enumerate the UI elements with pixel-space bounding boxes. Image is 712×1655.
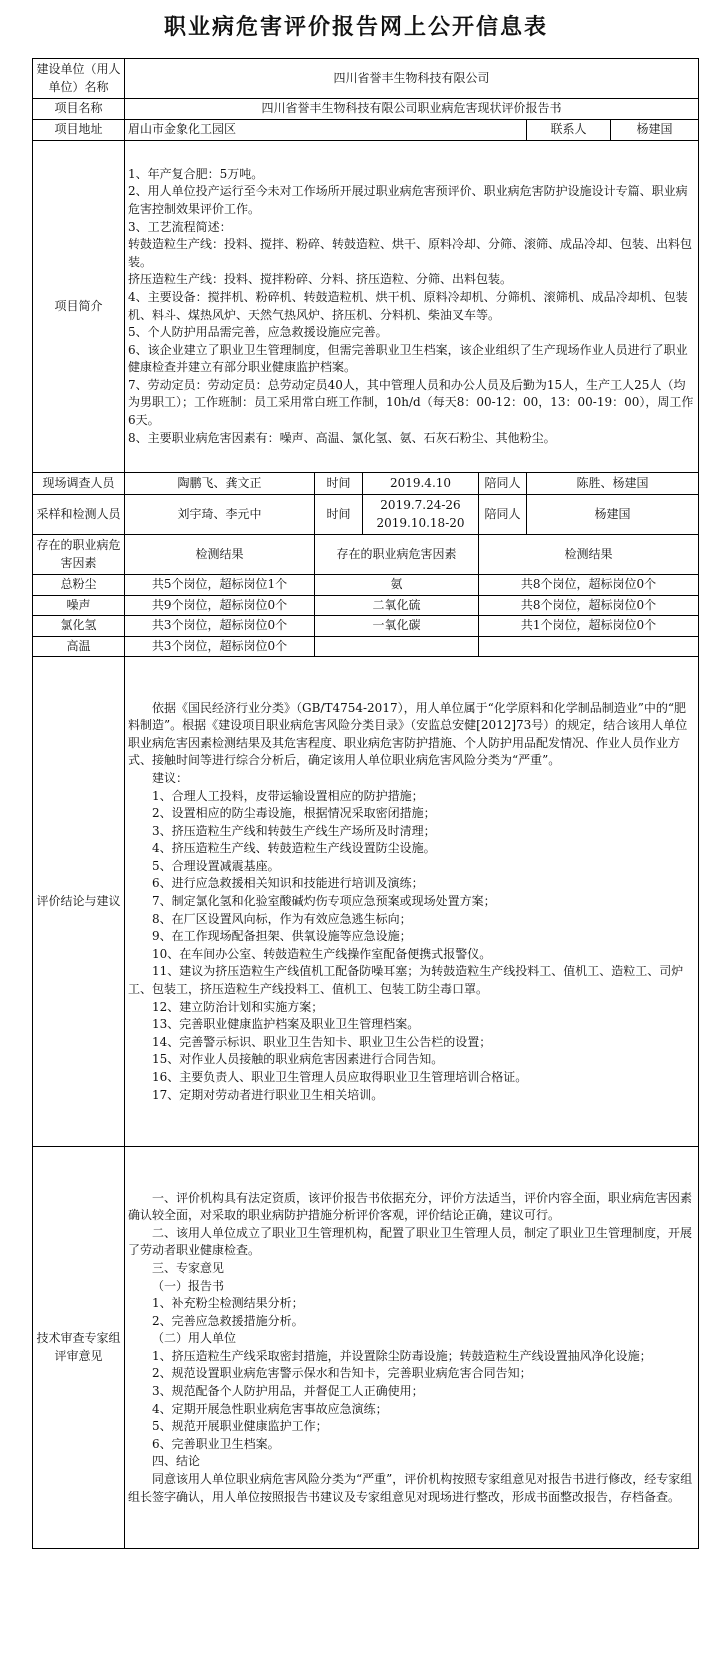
suggestion-item: 12、建立防治计划和实施方案； (152, 999, 324, 1014)
intro-content (125, 141, 699, 473)
conclusion-row (33, 657, 699, 1147)
suggestion-item: 3、挤压造粒生产线和转鼓生产线生产场所及时清理； (152, 823, 436, 838)
sampling-label: 采样和检测人员 (33, 495, 125, 535)
sampling-time-label: 时间 (315, 495, 363, 535)
suggestion-item: 5、合理设置减震基座。 (152, 858, 280, 873)
review-item: 1、补充粉尘检测结果分析； (152, 1296, 304, 1311)
hazard-row (33, 636, 699, 657)
intro-line: 5、个人防护用品需完善，应急救援设施应完善。 (128, 325, 388, 340)
hazard-result: 共3个岗位，超标岗位0个 (125, 636, 315, 657)
project-label: 项目名称 (33, 99, 125, 120)
review-item: 4、定期开展急性职业病危害事故应急演练； (152, 1401, 388, 1416)
suggestion-item: 13、完善职业健康监护档案及职业卫生管理档案。 (152, 1017, 420, 1032)
suggestion-item: 17、定期对劳动者进行职业卫生相关培训。 (152, 1087, 384, 1102)
hazard-factor: 噪声 (33, 595, 125, 616)
review-item: 3、规范配备个人防护用品，并督促工人正确使用； (152, 1384, 424, 1399)
review-section-title: 四、结论 (152, 1454, 201, 1469)
sampling-acc-label: 陪同人 (479, 495, 527, 535)
suggestion-item: 10、在车间办公室、转鼓造粒生产线操作室配备便携式报警仪。 (152, 946, 492, 961)
suggestion-item: 2、设置相应的防尘毒设施，根据情况采取密闭措施； (152, 806, 436, 821)
suggestion-item: 1、合理人工投料，皮带运输设置相应的防护措施； (152, 788, 424, 803)
hazard-result: 共5个岗位，超标岗位1个 (125, 575, 315, 596)
hazard-result: 共3个岗位，超标岗位0个 (125, 616, 315, 637)
intro-line: 转鼓造粒生产线：投料、搅拌、粉碎、转鼓造粒、烘干、原料冷却、分筛、滚筛、成品冷却、包装、出料包装。 (128, 237, 693, 269)
survey-row (33, 473, 699, 495)
address-label: 项目地址 (33, 120, 125, 141)
empty-cell (315, 636, 479, 657)
intro-line: 2、用人单位投产运行至今未对工作场所开展过职业病危害预评价、职业病危害防护设施设计专篇、职业病危害控制效果评价工作。 (128, 184, 688, 216)
intro-line: 3、工艺流程简述： (128, 219, 232, 234)
review-item: 6、完善职业卫生档案。 (152, 1436, 280, 1451)
hazard-col4-header: 检测结果 (479, 535, 699, 575)
intro-line: 4、主要设备：搅拌机、粉碎机、转鼓造粒机、烘干机、原料冷却机、分筛机、滚筛机、成品冷却机、包装机、料斗、煤热风炉、天然气热风炉、挤压机、分料机、柴油叉车等。 (128, 289, 688, 322)
hazard-factor: 总粉尘 (33, 575, 125, 596)
page-title: 职业病危害评价报告网上公开信息表 (163, 14, 548, 40)
unit-label: 建设单位（用人单位）名称 (33, 59, 125, 99)
review-item: 1、挤压造粒生产线采取密封措施，并设置除尘防毒设施；转鼓造粒生产线设置抽风净化设施； (152, 1348, 652, 1363)
conclusion-paragraph: 依据《国民经济行业分类》（GB/T4754-2017），用人单位属于“化学原料和化学制品制造业”中的“肥料制造”。根据《建设项目职业病危害风险分类目录》（安监总安健[2012]73号）的规定，结合该用人单位职业病危害因素检测结果及其危害程度、职业病危害防护措施、个人防护用品配发情况、作业人员作业方式、接触时间等进行综合分析后，确定该用人单位职业病危害风险分类为“严重”。 (128, 700, 688, 768)
suggestion-item: 8、在厂区设置风向标，作为有效应急逃生标向； (152, 911, 412, 926)
sampling-row (33, 495, 699, 535)
suggestion-item: 16、主要负责人、职业卫生管理人员应取得职业卫生管理培训合格证。 (152, 1070, 528, 1085)
hazard-factor: 氨 (315, 575, 479, 596)
intro-line: 1、年产复合肥：5万吨。 (128, 166, 264, 181)
intro-line: 挤压造粒生产线：投料、搅拌粉碎、分料、挤压造粒、分筛、出料包装。 (128, 272, 513, 287)
intro-row (33, 141, 699, 473)
hazard-result: 共8个岗位，超标岗位0个 (479, 595, 699, 616)
intro-line: 6、该企业建立了职业卫生管理制度，但需完善职业卫生档案，该企业组织了生产现场作业人员进行了职业健康检查并建立有部分职业健康监护档案。 (128, 342, 688, 375)
hazard-header-row (33, 535, 699, 575)
intro-label: 项目简介 (33, 141, 125, 473)
project-value: 四川省誉丰生物科技有限公司职业病危害现状评价报告书 (125, 99, 699, 120)
suggestion-item: 11、建议为挤压造粒生产线值机工配备防噪耳塞；为转鼓造粒生产线投料工、值机工、造粒工、司炉工、包装工，挤压造粒生产线投料工、值机工、包装工防尘毒口罩。 (128, 964, 684, 997)
review-paragraph: 一、评价机构具有法定资质，该评价报告书依据充分，评价方法适当，评价内容全面，职业病危害因素确认较全面，对采取的职业病防护措施分析评价客观，评价结论正确，建议可行。 (128, 1190, 693, 1223)
hazard-row (33, 595, 699, 616)
hazard-row (33, 616, 699, 637)
address-row (33, 120, 699, 141)
hazard-factor: 一氧化碳 (315, 616, 479, 637)
address-value: 眉山市金象化工园区 (125, 120, 527, 141)
survey-time-value: 2019.4.10 (363, 473, 479, 495)
hazard-factor: 氯化氢 (33, 616, 125, 637)
review-item: 2、规范设置职业病危害警示保水和告知卡，完善职业病危害合同告知； (152, 1366, 532, 1381)
survey-value: 陶鹏飞、龚文正 (125, 473, 315, 495)
hazard-result: 共1个岗位，超标岗位0个 (479, 616, 699, 637)
unit-row (33, 59, 699, 99)
survey-acc-label: 陪同人 (479, 473, 527, 495)
contact-label: 联系人 (527, 120, 611, 141)
review-label: 技术审查专家组评审意见 (33, 1147, 125, 1549)
suggestion-item: 7、制定氯化氢和化验室酸碱灼伤专项应急预案或现场处置方案； (152, 894, 496, 909)
suggestion-item: 14、完善警示标识、职业卫生告知卡、职业卫生公告栏的设置； (152, 1034, 492, 1049)
intro-line: 8、主要职业病危害因素有：噪声、高温、氯化氢、氨、石灰石粉尘、其他粉尘。 (128, 430, 556, 445)
review-row (33, 1147, 699, 1549)
review-subsection-title: （一）报告书 (152, 1278, 225, 1293)
survey-label: 现场调查人员 (33, 473, 125, 495)
survey-time-label: 时间 (315, 473, 363, 495)
sampling-time-line: 2019.7.24-26 (380, 497, 461, 512)
suggestion-item: 6、进行应急救援相关知识和技能进行培训及演练； (152, 876, 424, 891)
info-table (32, 58, 699, 1549)
project-row (33, 99, 699, 120)
hazard-result: 共9个岗位，超标岗位0个 (125, 595, 315, 616)
hazard-row (33, 575, 699, 596)
survey-acc-value: 陈胜、杨建国 (527, 473, 699, 495)
review-content (125, 1147, 699, 1549)
review-section-title: 三、专家意见 (152, 1260, 225, 1275)
hazard-result: 共8个岗位，超标岗位0个 (479, 575, 699, 596)
empty-cell (479, 636, 699, 657)
hazard-col1-header: 存在的职业病危害因素 (33, 535, 125, 575)
conclusion-content (125, 657, 699, 1147)
suggestion-item: 9、在工作现场配备担架、供氧设施等应急设施； (152, 929, 412, 944)
suggestion-title: 建议： (152, 770, 189, 785)
contact-value: 杨建国 (611, 120, 699, 141)
review-subsection-title: （二）用人单位 (152, 1331, 237, 1346)
review-final-paragraph: 同意该用人单位职业病危害风险分类为“严重”，评价机构按照专家组意见对报告书进行修改，经专家组组长签字确认，用人单位按照报告书建议及专家组意见对现场进行整改，形成书面整改报告，存档备查。 (128, 1472, 693, 1504)
sampling-time-value (363, 495, 479, 535)
suggestion-item: 15、对作业人员接触的职业病危害因素进行合同告知。 (152, 1052, 444, 1067)
hazard-factor: 二氧化硫 (315, 595, 479, 616)
sampling-time-line: 2019.10.18-20 (376, 515, 465, 530)
sampling-value: 刘宇琦、李元中 (125, 495, 315, 535)
review-item: 2、完善应急救援措施分析。 (152, 1313, 304, 1328)
suggestion-item: 4、挤压造粒生产线、转鼓造粒生产线设置防尘设施。 (152, 841, 436, 856)
hazard-factor: 高温 (33, 636, 125, 657)
conclusion-label: 评价结论与建议 (33, 657, 125, 1147)
hazard-col3-header: 存在的职业病危害因素 (315, 535, 479, 575)
hazard-col2-header: 检测结果 (125, 535, 315, 575)
intro-line: 7、劳动定员：劳动定员：总劳动定员40人，其中管理人员和办公人员及后勤为15人，生产工人25人（均为男职工）；工作班制：员工采用常白班工作制，10h/d（每天8：00-12：00，13：00-19：00），周工作6天。 (128, 377, 694, 428)
unit-value: 四川省誉丰生物科技有限公司 (125, 59, 699, 99)
review-item: 5、规范开展职业健康监护工作； (152, 1419, 328, 1434)
review-paragraph: 二、该用人单位成立了职业卫生管理机构，配置了职业卫生管理人员，制定了职业卫生管理制度，开展了劳动者职业健康检查。 (128, 1225, 693, 1258)
sampling-acc-value: 杨建国 (527, 495, 699, 535)
